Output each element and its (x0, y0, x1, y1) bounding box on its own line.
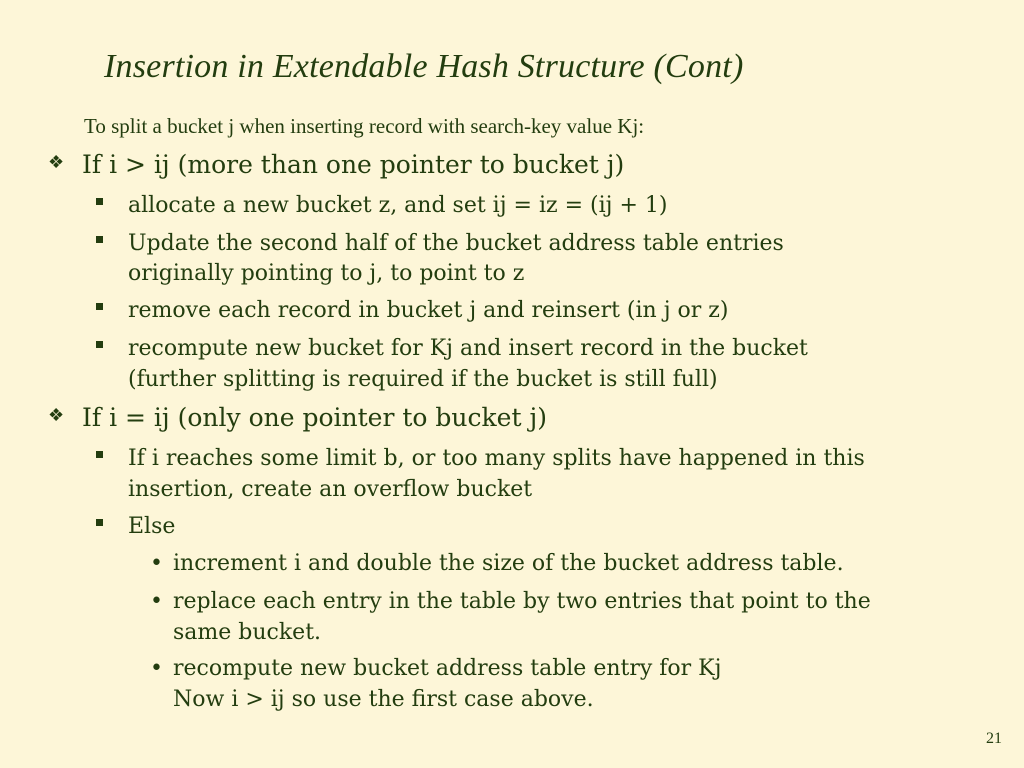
square-bullet-icon (96, 236, 103, 243)
square-bullet-icon (96, 519, 103, 526)
square-bullet-icon (96, 303, 103, 310)
square-bullet-icon (96, 451, 103, 458)
page-number: 21 (986, 730, 1002, 747)
slide-title: Insertion in Extendable Hash Structure (Cont) (104, 48, 744, 85)
slide: Insertion in Extendable Hash Structure (Cont) To split a bucket j when inserting record with search-key value Kj: ❖ If i > ij (more than one pointer to bucket j) allocate a new bucket z, and set ij = iz = (ij + 1) Update the second half of the bucket address table entries originally pointing to j, to point to z remove each record in bucket j and reinsert (in j or z) recompute new bucket for Kj and insert record in the bucket (further splitting is required if the bucket is still full) ❖ If i = ij (only one pointer to bucket j) If i reaches some limit b, or too many splits have happened in this insertion, create an overflow bucket Else • increment i and double the size of the bucket address table. • replace each entry in the table by two entries that point to the same bucket. • recompute new bucket address table entry for Kj Now i > ij so use the first case above. 21 (48, 48, 1002, 747)
diamond-bullet-icon: ❖ (48, 405, 65, 426)
case-2-text: If i = ij (only one pointer to bucket j) (82, 403, 547, 432)
dot-bullet-icon: • (150, 656, 163, 681)
intro-text: To split a bucket j when inserting record with search-key value Kj: (84, 114, 645, 138)
dot-bullet-icon: • (150, 551, 163, 576)
square-bullet-icon (96, 341, 103, 348)
square-bullet-icon (96, 198, 103, 205)
case-1-text: If i > ij (more than one pointer to bucket j) (82, 150, 625, 179)
diamond-bullet-icon: ❖ (48, 152, 65, 173)
dot-bullet-icon: • (150, 589, 163, 614)
